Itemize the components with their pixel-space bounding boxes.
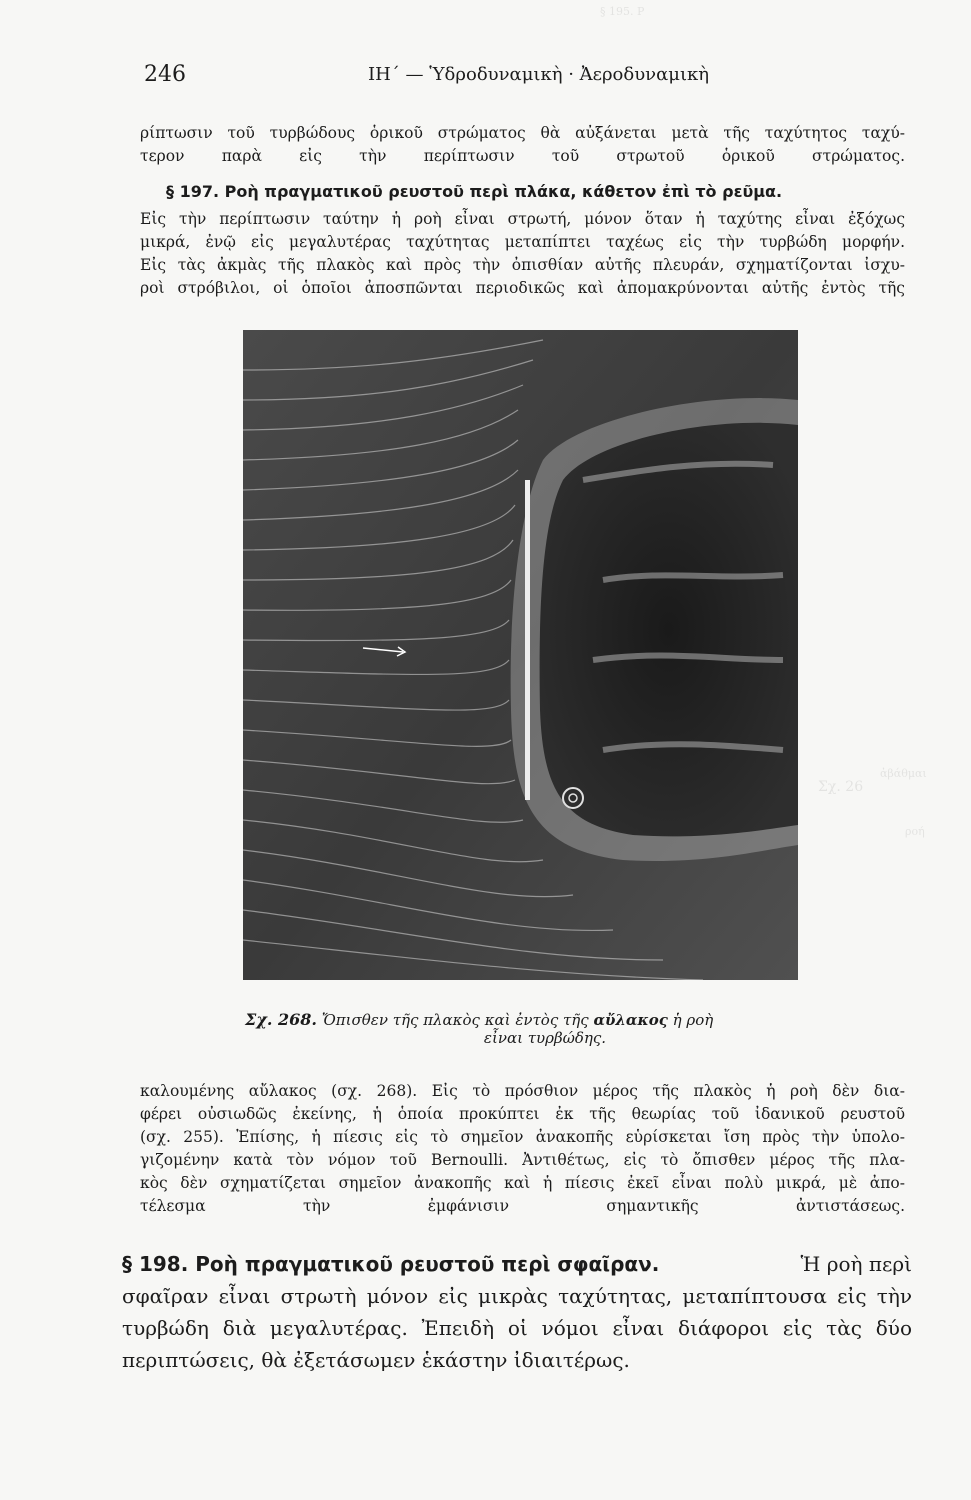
show-through-text: § 195. Ρ xyxy=(600,5,645,18)
figure-label: Σχ. 268. xyxy=(245,1010,317,1029)
text-line: τερον παρὰ εἰς τὴν περίπτωσιν τοῦ στρωτοῦ ὁρικοῦ στρώματος. xyxy=(140,147,905,165)
running-head: ΙΗ΄ — Ὑδροδυναμικὴ · Ἀεροδυναμικὴ xyxy=(368,64,710,85)
show-through-text: ἀβάθμαι xyxy=(880,767,927,780)
intro-paragraph xyxy=(140,122,905,168)
text-line: τέλεσμα τὴν ἐμφάνισιν σημαντικῆς ἀντιστάσεως. xyxy=(140,1197,905,1215)
section-198 xyxy=(122,1248,912,1376)
flow-photograph xyxy=(243,330,798,980)
caption-text: Ὄπισθεν τῆς πλακὸς καὶ ἐντὸς τῆς xyxy=(321,1011,589,1029)
page-header xyxy=(144,62,904,92)
page-number: 246 xyxy=(144,62,186,87)
figure-caption xyxy=(245,1010,805,1047)
section-197-heading: § 197. Ροὴ πραγματικοῦ ρευστοῦ περὶ πλάκα, κάθετον ἐπὶ τὸ ρεῦμα. xyxy=(166,182,783,201)
text-line: σφαῖραν εἶναι στρωτὴ μόνον εἰς μικρὰς ταχύτητας, μεταπίπτουσα εἰς τὴν xyxy=(122,1284,912,1308)
text-line: ροὶ στρόβιλοι, οἱ ὁποῖοι ἀποσπῶνται περιοδικῶς καὶ ἀπομακρύνονται αὐτῆς ἐντὸς τῆς xyxy=(140,279,905,297)
text-line: περιπτώσεις, θὰ ἐξετάσωμεν ἑκάστην ἰδιαιτέρως. xyxy=(122,1348,630,1372)
plate xyxy=(525,480,530,800)
text-line: καλουμένης αὔλακος (σχ. 268). Εἰς τὸ πρόσθιον μέρος τῆς πλακὸς ἡ ροὴ δὲν δια- xyxy=(140,1082,905,1100)
section-197-body xyxy=(140,208,905,300)
caption-text-end: ἡ ροὴ xyxy=(672,1011,714,1029)
text-line: τυρβώδη διὰ μεγαλυτέρας. Ἐπειδὴ οἱ νόμοι εἶναι διάφοροι εἰς τὰς δύο xyxy=(122,1316,912,1340)
text-line: φέρει οὐσιωδῶς ἐκείνης, ἡ ὁποία προκύπτει ἐκ τῆς θεωρίας τοῦ ἰδανικοῦ ρευστοῦ xyxy=(140,1105,905,1123)
text-line: Εἰς τὰς ἀκμὰς τῆς πλακὸς καὶ πρὸς τὴν ὀπισθίαν αὐτῆς πλευράν, σχηματίζονται ἰσχυ- xyxy=(140,256,905,274)
caption-line-2: εἶναι τυρβώδης. xyxy=(483,1029,607,1047)
show-through-text: Σχ. 26 xyxy=(818,779,864,795)
wake-region xyxy=(540,423,798,837)
section-198-heading: § 198. Ροὴ πραγματικοῦ ρευστοῦ περὶ σφαῖραν. xyxy=(122,1252,660,1276)
text-line: γιζομένην κατὰ τὸν νόμον τοῦ Bernoulli. Ἀντιθέτως, εἰς τὸ ὄπισθεν μέρος τῆς πλα- xyxy=(140,1151,905,1169)
text-line: (σχ. 255). Ἐπίσης, ἡ πίεσις εἰς τὸ σημεῖον ἀνακοπῆς εὑρίσκεται ἴση πρὸς τὴν ὑπολο- xyxy=(140,1128,905,1146)
text-line: Ἡ ροὴ περὶ xyxy=(800,1252,912,1276)
caption-term: αὔλακος xyxy=(593,1011,668,1029)
text-line: ρίπτωσιν τοῦ τυρβώδους ὁρικοῦ στρώματος θὰ αὐξάνεται μετὰ τῆς ταχύτητος ταχύ- xyxy=(140,124,905,142)
text-line: Εἰς τὴν περίπτωσιν ταύτην ἡ ροὴ εἶναι στρωτή, μόνον ὅταν ἡ ταχύτης εἶναι ἐξόχως xyxy=(140,210,905,228)
show-through-text: ροή xyxy=(905,825,925,838)
text-line: μικρά, ἐνῷ εἰς μεγαλυτέρας ταχύτητας μεταπίπτει ταχέως εἰς τὴν τυρβώδη μορφήν. xyxy=(140,233,905,251)
text-line: κὸς δὲν σχηματίζεται σημεῖον ἀνακοπῆς καὶ ἡ πίεσις ἐκεῖ εἶναι πολὺ μικρά, μὲ ἀπο- xyxy=(140,1174,905,1192)
flow-visualization-image xyxy=(243,330,798,980)
continuation-paragraph xyxy=(140,1080,905,1218)
